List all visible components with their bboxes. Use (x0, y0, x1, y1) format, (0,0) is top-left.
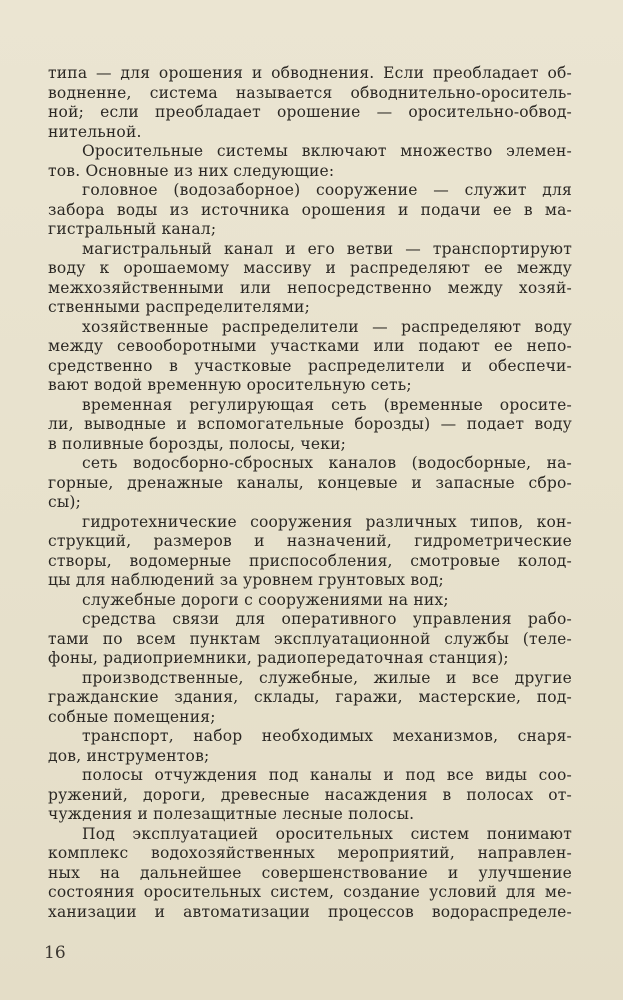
text-line: магистральный канал и его ветви — транспортируют (82, 239, 572, 258)
text-line: горные, дренажные каналы, концевые и запасные сбро- (48, 473, 572, 492)
text-line: воду к орошаемому массиву и распределяют ее между (48, 259, 572, 277)
text-line: тами по всем пунктам эксплуатационной службы (теле- (48, 629, 572, 648)
text-line: чуждения и полезащитные лесные полосы. (48, 805, 415, 823)
text-line: забора воды из источника орошения и подачи ее в ма- (48, 200, 572, 219)
page-number: 16 (44, 943, 66, 963)
text-line: дов, инструментов; (48, 746, 210, 765)
text-line: межхозяйственными или непосредственно между хозяй- (48, 278, 572, 297)
text-line: типа — для орошения и обводнения. Если преобладает об- (48, 64, 572, 82)
text-line: ных на дальнейшее совершенствование и улучшение (48, 863, 572, 882)
text-line: состояния оросительных систем, создание условий для ме- (48, 883, 572, 901)
text-line: комплекс водохозяйственных мероприятий, направлен- (48, 844, 572, 862)
body-text (48, 64, 572, 922)
text-line: между севооборотными участками или подают ее непо- (48, 337, 572, 355)
text-line: гидротехнические сооружения различных типов, кон- (82, 512, 572, 531)
text-line: сы); (48, 493, 82, 511)
text-line: ружений, дороги, древесные насаждения в полосах от- (48, 785, 572, 804)
text-line: вают водой временную оросительную сеть; (48, 376, 412, 394)
text-line: тов. Основные из них следующие: (48, 161, 335, 180)
text-line: средственно в участковые распределители и обеспечи- (48, 356, 572, 375)
text-line: фоны, радиоприемники, радиопередаточная станция); (48, 649, 509, 667)
text-line: полосы отчуждения под каналы и под все виды соо- (82, 766, 572, 784)
text-line: хозяйственные распределители — распределяют воду (82, 317, 572, 336)
text-line: производственные, служебные, жилые и все другие (82, 668, 572, 687)
text-line: средства связи для оперативного управления рабо- (82, 610, 572, 628)
text-line: временная регулирующая сеть (временные оросите- (82, 395, 572, 414)
text-line: ной; если преобладает орошение — оросительно-обвод- (48, 103, 572, 121)
text-line: головное (водозаборное) сооружение — служит для (82, 181, 572, 199)
text-line: гражданские здания, склады, гаражи, мастерские, под- (48, 688, 572, 706)
text-line: сеть водосборно-сбросных каналов (водосборные, на- (82, 454, 572, 472)
text-line: водненне, система называется обводнительно-ороситель- (48, 83, 572, 102)
text-line: Оросительные системы включают множество элемен- (82, 142, 572, 160)
text-line: в поливные борозды, полосы, чеки; (48, 434, 347, 453)
text-line: створы, водомерные приспособления, смотровые колод- (48, 551, 572, 570)
text-line: струкций, размеров и назначений, гидрометрические (48, 532, 572, 550)
text-line: ли, выводные и вспомогательные борозды) — подает воду (48, 415, 572, 433)
text-line: ственными распределителями; (48, 298, 311, 316)
text-line: собные помещения; (48, 707, 216, 726)
text-line: Под эксплуатацией оросительных систем понимают (82, 824, 572, 843)
text-line: служебные дороги с сооружениями на них; (82, 590, 449, 609)
text-line: транспорт, набор необходимых механизмов, снаря- (82, 727, 572, 745)
text-line: цы для наблюдений за уровнем грунтовых вод; (48, 571, 444, 589)
text-line: ханизации и автоматизации процессов водораспределе- (48, 902, 572, 921)
text-line: нительной. (48, 122, 142, 141)
text-line: гистральный канал; (48, 220, 217, 238)
